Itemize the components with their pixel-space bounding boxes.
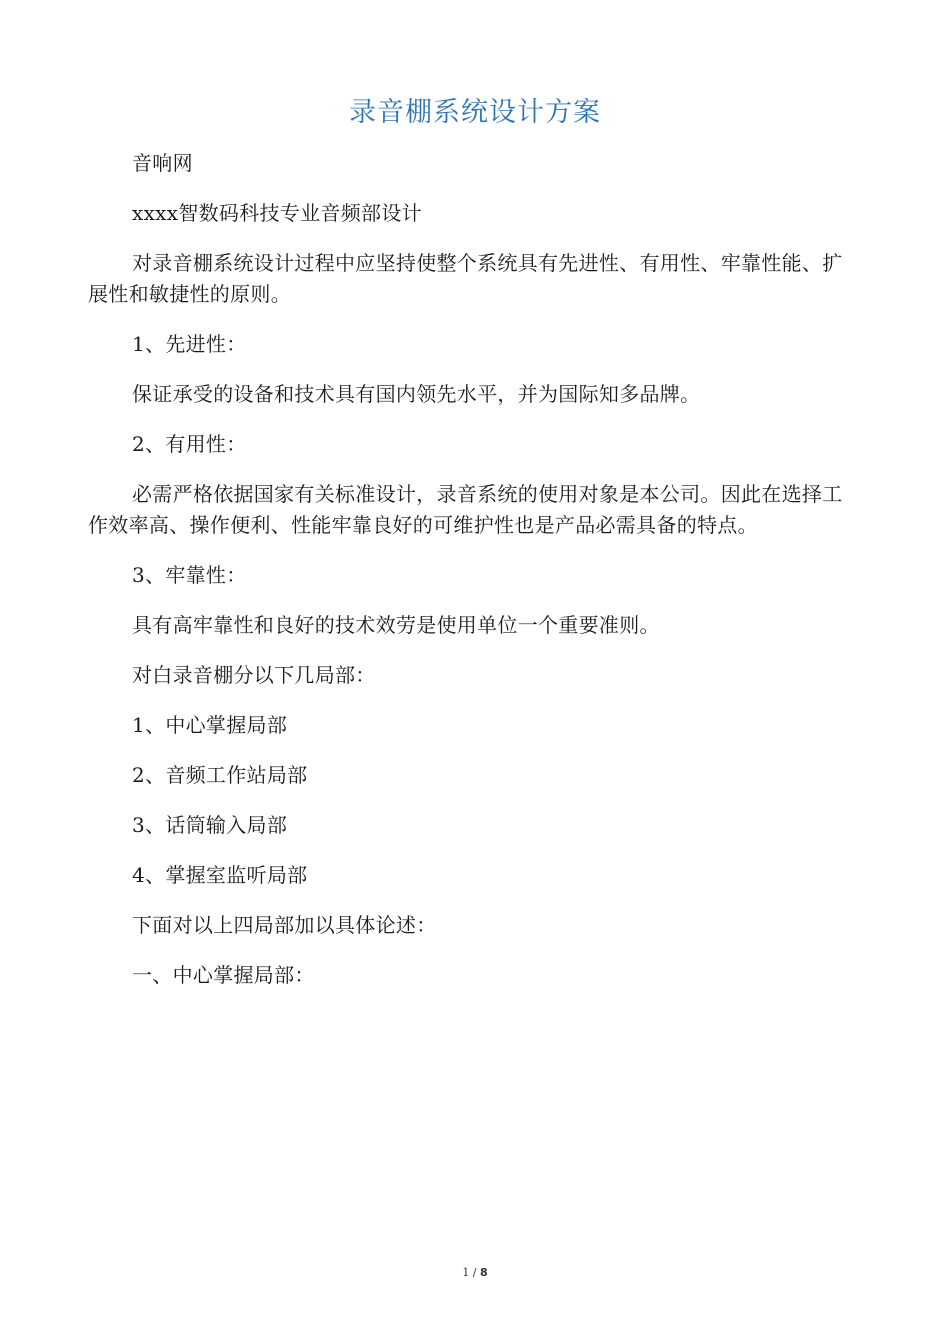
paragraph: 音响网: [132, 151, 193, 175]
paragraph: 4、掌握室监听局部: [132, 863, 308, 887]
page-number: [0, 1266, 950, 1279]
paragraph: 保证承受的设备和技术具有国内领先水平，并为国际知多品牌。: [132, 382, 701, 406]
paragraph: 一、中心掌握局部：: [132, 963, 315, 987]
paragraph: 对录音棚系统设计过程中应坚持使整个系统具有先进性、有用性、牢靠性能、扩展性和敏捷性的原则。: [88, 251, 843, 306]
paragraph: 必需严格依据国家有关标准设计，录音系统的使用对象是本公司。因此在选择工作效率高、操作便利、性能牢靠良好的可维护性也是产品必需具备的特点。: [88, 482, 843, 537]
paragraph: 2、音频工作站局部: [132, 763, 308, 787]
paragraph: 3、话筒输入局部: [132, 813, 288, 837]
page-current: 1: [462, 1266, 470, 1279]
document-body: [88, 148, 850, 1010]
paragraph: 3、牢靠性：: [132, 563, 247, 587]
page-separator: /: [469, 1266, 481, 1279]
paragraph: xxxx智数码科技专业音频部设计: [132, 201, 422, 225]
paragraph: 2、有用性：: [132, 432, 247, 456]
paragraph: 对白录音棚分以下几局部：: [132, 663, 376, 687]
paragraph: 1、中心掌握局部: [132, 713, 288, 737]
document-title: 录音棚系统设计方案: [349, 97, 601, 128]
page-total: 8: [480, 1266, 488, 1279]
paragraph: 具有高牢靠性和良好的技术效劳是使用单位一个重要准则。: [132, 613, 660, 637]
paragraph: 1、先进性：: [132, 332, 247, 356]
paragraph: 下面对以上四局部加以具体论述：: [132, 913, 437, 937]
